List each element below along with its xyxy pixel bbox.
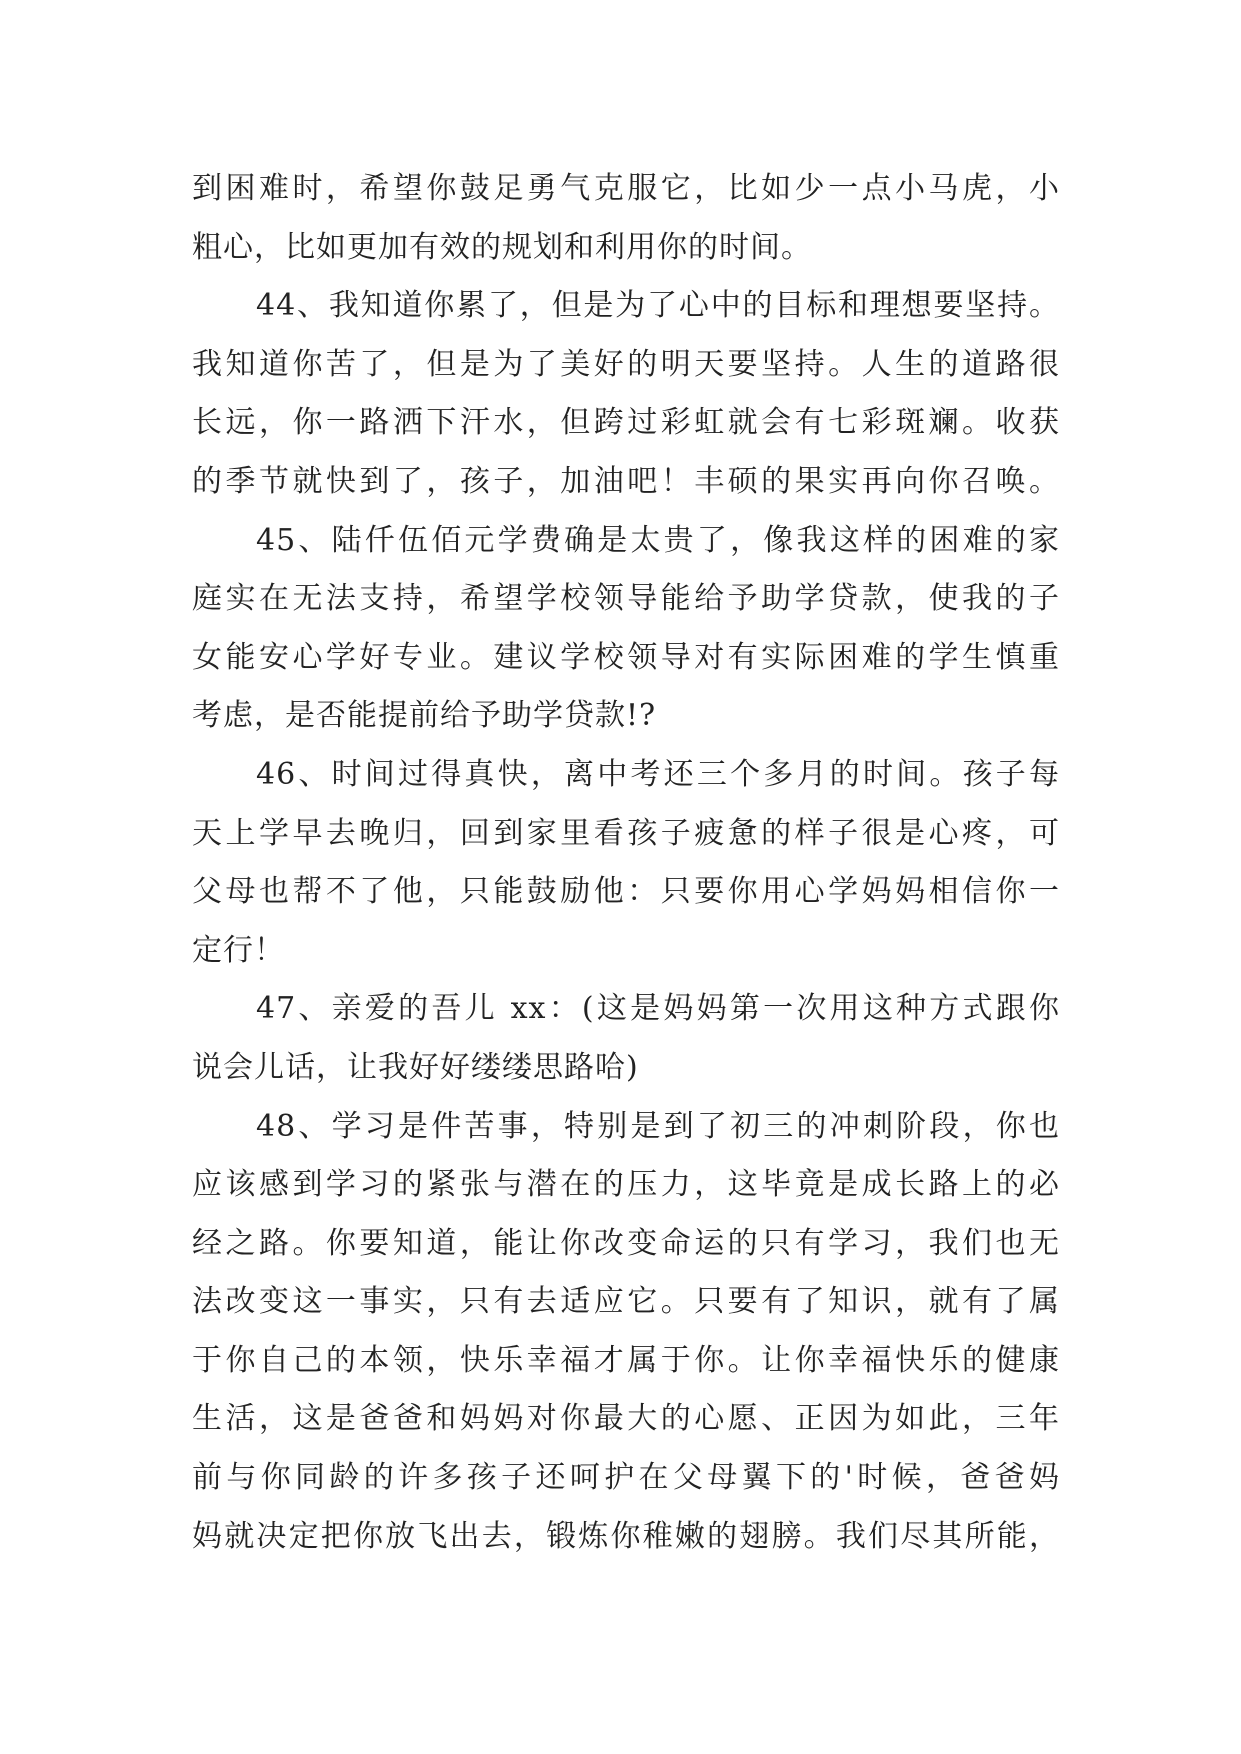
- text-line: 48、学习是件苦事，特别是到了初三的冲刺阶段，你也: [256, 1108, 1060, 1144]
- paragraph-44: [192, 277, 1060, 511]
- text-line: 的季节就快到了，孩子，加油吧！丰硕的果实再向你召唤。: [192, 463, 1060, 499]
- text-line: 庭实在无法支持，希望学校领导能给予助学贷款，使我的子: [192, 581, 1060, 617]
- text-line: 于你自己的本领，快乐幸福才属于你。让你幸福快乐的健康: [192, 1342, 1060, 1378]
- text-line: 44、我知道你累了，但是为了心中的目标和理想要坚持。: [256, 288, 1060, 324]
- text-line: 经之路。你要知道，能让你改变命运的只有学习，我们也无: [192, 1225, 1060, 1261]
- text-line: 生活，这是爸爸和妈妈对你最大的心愿、正因为如此，三年: [192, 1401, 1060, 1437]
- text-line: 前与你同龄的许多孩子还呵护在父母翼下的'时候，爸爸妈: [192, 1460, 1060, 1496]
- paragraph-continued: [192, 160, 1060, 277]
- body-text: [192, 160, 1060, 1566]
- paragraph-47: [192, 980, 1060, 1097]
- text-line: 应该感到学习的紧张与潜在的压力，这毕竟是成长路上的必: [192, 1167, 1060, 1203]
- text-line: 我知道你苦了，但是为了美好的明天要坚持。人生的道路很: [192, 346, 1060, 382]
- text-line: 到困难时，希望你鼓足勇气克服它，比如少一点小马虎，小: [192, 171, 1060, 206]
- text-line: 定行！: [192, 932, 285, 968]
- text-line: 45、陆仟伍佰元学费确是太贵了，像我这样的困难的家: [256, 522, 1060, 558]
- text-line: 天上学早去晚归，回到家里看孩子疲惫的样子很是心疼，可: [192, 815, 1060, 851]
- text-line: 粗心，比如更加有效的规划和利用你的时间。: [192, 229, 812, 265]
- paragraph-46: [192, 746, 1060, 980]
- text-line: 说会儿话，让我好好缕缕思路哈): [192, 1049, 639, 1085]
- text-line: 长远，你一路洒下汗水，但跨过彩虹就会有七彩斑斓。收获: [192, 405, 1060, 441]
- text-line: 女能安心学好专业。建议学校领导对有实际困难的学生慎重: [192, 639, 1060, 675]
- text-line: 法改变这一事实，只有去适应它。只要有了知识，就有了属: [192, 1284, 1060, 1320]
- text-line: 考虑，是否能提前给予助学贷款!?: [192, 698, 657, 734]
- paragraph-45: [192, 512, 1060, 746]
- text-line: 47、亲爱的吾儿 xx：(这是妈妈第一次用这种方式跟你: [256, 991, 1060, 1027]
- text-line: 父母也帮不了他，只能鼓励他：只要你用心学妈妈相信你一: [192, 874, 1060, 910]
- text-line: 46、时间过得真快，离中考还三个多月的时间。孩子每: [256, 756, 1060, 792]
- text-line: 妈就决定把你放飞出去，锻炼你稚嫩的翅膀。我们尽其所能，: [192, 1518, 1060, 1554]
- paragraph-48: [192, 1098, 1060, 1567]
